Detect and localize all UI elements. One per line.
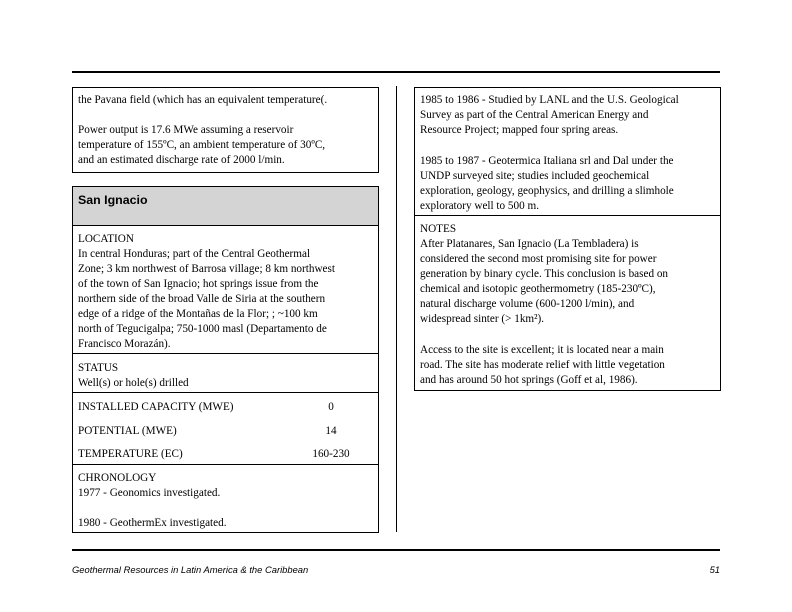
chronology-cont-2: 1985 to 1987 - Geotermica Italiana srl and Dal under the UNDP surveyed site; studies included geochemical exploration, geology, geophysics, and drilling a slimhole exploratory well to 500 m. <box>420 155 674 212</box>
power-output-text: Power output is 17.6 MWe assuming a reservoir temperature of 155ºC, an ambient temperature of 30ºC, and an estimated discharge rate of 2000 l/min. <box>78 124 326 166</box>
continuation-text: the Pavana field (which has an equivalent temperature(. <box>78 94 328 106</box>
page-number: 51 <box>709 564 720 575</box>
installed-capacity-value: 0 <box>328 401 334 413</box>
column-divider <box>396 86 397 532</box>
top-rule <box>72 71 720 73</box>
temperature-value: 160-230 <box>312 448 350 460</box>
chronology-cont-1: 1985 to 1986 - Studied by LANL and the U.S. Geological Survey as part of the Central American Energy and Resource Project; mapped four spring areas. <box>420 94 679 136</box>
site-title: San Ignacio <box>78 193 148 207</box>
installed-capacity-label: INSTALLED CAPACITY (MWE) <box>78 401 234 413</box>
chronology-entry-1980: 1980 - GeothermEx investigated. <box>78 517 227 529</box>
notes-paragraph-1: After Platanares, San Ignacio (La Tembladera) is considered the second most promising site for power generation by binary cycle. This conclusion is based on chemical and isotopic geothermometry (185-230ºC), natural discharge volume (600-1200 l/min), and widespread sinter (> 1km²). <box>420 238 669 325</box>
temperature-label: TEMPERATURE (EC) <box>78 448 183 460</box>
location-heading: LOCATION <box>78 233 134 245</box>
status-text: Well(s) or hole(s) drilled <box>78 377 189 389</box>
status-heading: STATUS <box>78 362 119 374</box>
notes-heading: NOTES <box>420 223 457 235</box>
potential-value: 14 <box>325 425 337 437</box>
chronology-entry-1977: 1977 - Geonomics investigated. <box>78 487 221 499</box>
chronology-heading: CHRONOLOGY <box>78 472 157 484</box>
footer-title: Geothermal Resources in Latin America & the Caribbean <box>72 564 309 575</box>
potential-label: POTENTIAL (MWE) <box>78 425 177 437</box>
location-text: In central Honduras; part of the Central Geothermal Zone; 3 km northwest of Barrosa village; 8 km northwest of the town of San Ignacio; hot springs issue from the northern side of the broad Valle de Siria at the southern edge of a ridge of the Montañas de la Flor; ; ~100 km north of Tegucigalpa; 750-1000 masl (Departamento de Francisco Morazán). <box>78 248 335 350</box>
bottom-rule <box>72 549 720 551</box>
notes-paragraph-2: Access to the site is excellent; it is located near a main road. The site has moderate relief with little vegetation and has around 50 hot springs (Goff et al, 1986). <box>420 344 665 386</box>
